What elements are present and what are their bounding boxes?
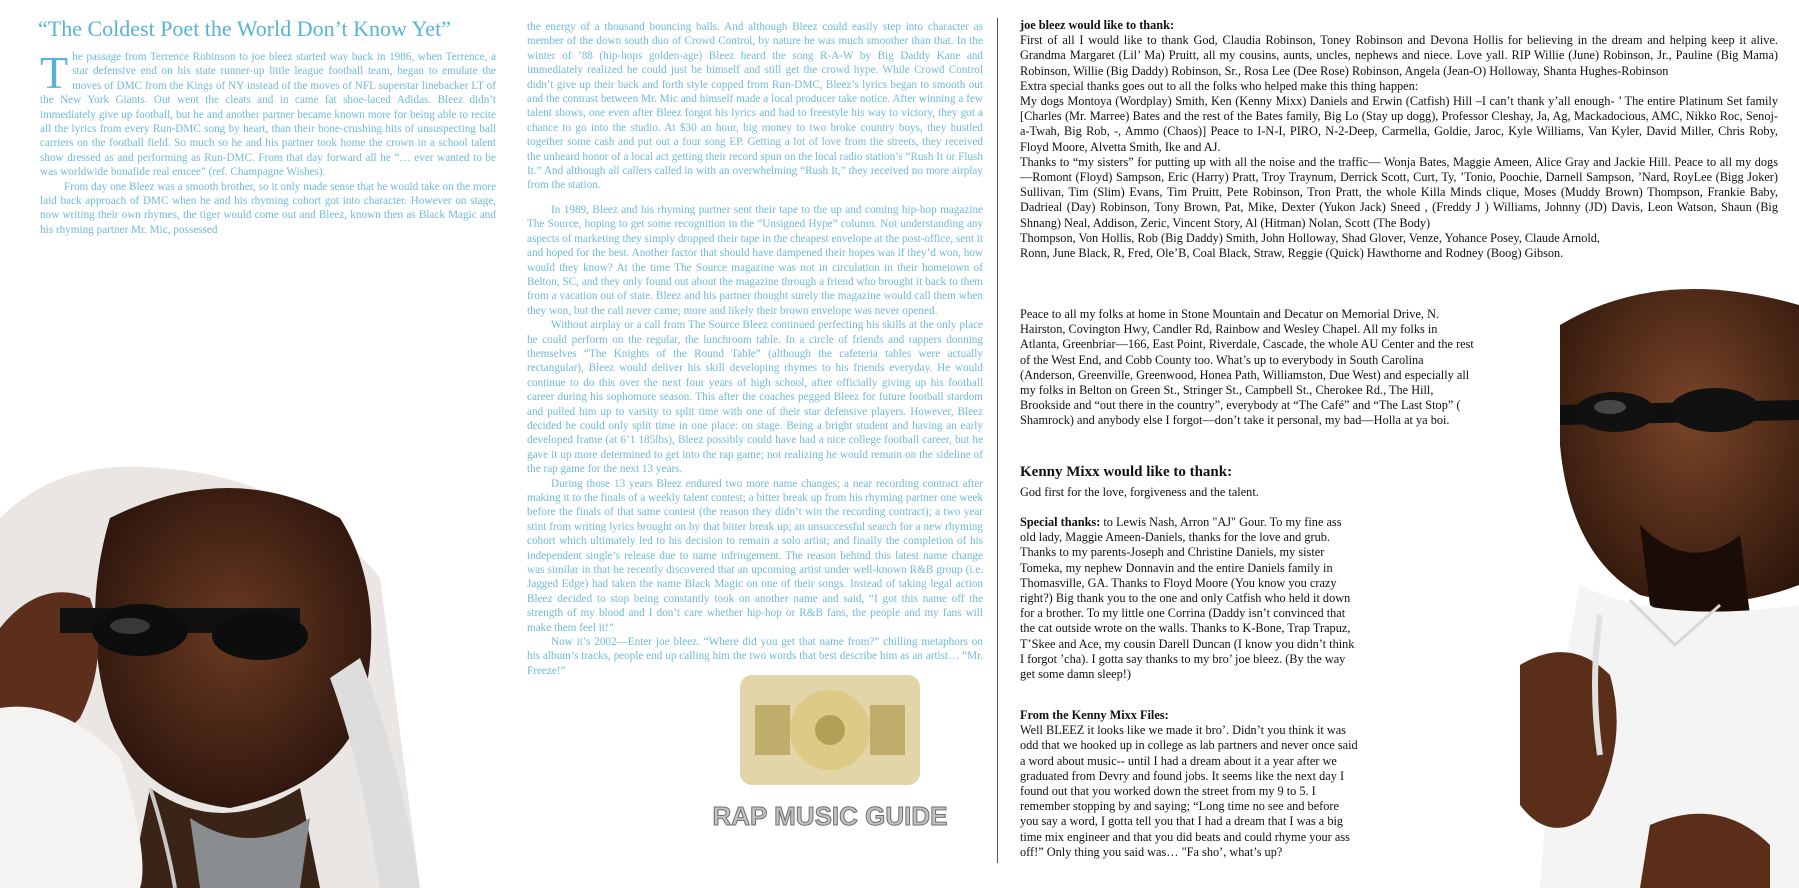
kenny-files-heading: From the Kenny Mixx Files:	[1020, 708, 1169, 722]
bio-paragraph: From day one Bleez was a smooth brother, so it only made sense that he would take on the more laid back approach of DMC when he and his rhyming cohort got into character. However on stage, now writing their own rhymes, the tiger would come out and Bleez, known then as Black Magic and his rhyming partner Mr. Mic, possessed	[40, 180, 496, 236]
bio-paragraph: In 1989, Bleez and his rhyming partner sent their tape to the up and coming hip-hop magazine The Source, hoping to get some recognition in the “Unsigned Hype” column. Not understanding any aspects of marketing they simply dropped their tape in the cheapest envelope at the post-office, sent it and hoped for the best. Another factor that should have dampened their hopes was if they’d won, how would they know? At the time The Source magazine was not in circulation in their hometown of Belton, SC, and they only found out about the magazine through a friend who brought it back to them from a vacation out of state. Bleez and his partner thought surely the magazine would call them when they won, but the call never came; more and likely their brown envelope was never opened.	[527, 203, 983, 317]
thanks-paragraph: Peace to all my folks at home in Stone Mountain and Decatur on Memorial Drive, N. Hairston, Covington Hwy, Candler Rd, Rainbow and Wesley Chapel. All my folks in Atlanta, Greenbriar—166, East Point, Riverdale, Cascade, the whole AU Center and the rest of the West End, and Cobb County too. What’s up to everybody in South Carolina (Anderson, Greenville, Greenwood, Honea Path, Williamston, Due West) and especially all my folks in Belton on Green St., Stringer St., Campbell St., Cherokee Rd., The Hill, Brookside and “out there in the country”, everybody at “The Café” and “The Last Stop” ( Shamrock) and anybody else I forgot—don’t take it personal, my bad—Holla at ya boi.	[1020, 307, 1474, 428]
thanks-paragraph: Well BLEEZ it looks like we made it bro’. Didn’t you think it was odd that we hooked up in college as lab partners and never once said a word about music-- until I had a dream about it a year after we graduated from Devry and found jobs. It seems like the next day I found out that you worked down the street from my 9 to 5. I remember stopping by and saying; “Long time no see and before you say a word, I gotta tell you that I had a dream that I was a big time mix engineer and that you did beats and could rhyme your ass off!” Only thing you said was… "Fa sho’, what’s up?	[1020, 723, 1358, 859]
thanks-paragraph: Thompson, Von Hollis, Rob (Big Daddy) Smith, John Holloway, Shad Glover, Venze, Yohance Posey, Claude Arnold, Ronn, June Black, R, Fred, Ole’B, Coal Black, Straw, Reggie (Quick) Hawthorne and Rodney (Boog) Gibson.	[1020, 230, 1600, 261]
fold-divider	[997, 18, 998, 863]
watermark-text: RAP MUSIC GUIDE	[712, 801, 948, 831]
artist-photo-right	[1500, 285, 1799, 888]
thanks-paragraph: God first for the love, forgiveness and the talent.	[1020, 485, 1259, 499]
thanks-paragraph: My dogs Montoya (Wordplay) Smith, Ken (Kenny Mixx) Daniels and Erwin (Catfish) Hill –I can’t thank y’all enough- ’ The entire Platinum Set family [Charles (Mr. Marree) Bates and the rest of the Bates family, Big Lo (Stay up dogg), Professor Cleshay, Ja, Ag, Mackadocious, AMC, Nikko Roc, Senoj-a-Twah, Big Rob, -, Ammo (Chaos)] Peace to I-N-I, PIRO, N-2-Deep, Carmella, Goldie, Jaroc, Kyle Williams, Van Kyler, David Miller, Chris Roby, Floyd Moore, Alvetta Smith, Ike and AJ.	[1020, 94, 1778, 154]
special-thanks-label: Special thanks:	[1020, 515, 1101, 529]
bio-paragraph: the energy of a thousand bouncing balls. And although Bleez could easily step into character as member of the down south duo of Crowd Control, by nature he was much smoother than that. In the winter of ’88 (hip-hops golden-age) Bleez heard the song R-A-W by Big Daddy Kane and immediately realized he could just be himself and still get the crowd hype. While Crowd Control didn’t give up their back and forth style copped from Run-DMC, Bleez’s lyrics began to smooth out and the contrast between Mr. Mic and himself made a local producer take notice. After winning a few talent shows, one even after Bleez forgot his lyrics and had to freestyle his way to victory, they got a chance to go into the studio. At $30 an hour, big money to two broke country boys, they hustled together some cash and put out a four song EP. Getting a lot of love from the streets, they received the unheard honor of a local act getting their record spun on the local radio station’s “Rush It or Flush It.” And although all callers called in with an overwhelming “Rush It,” they received no more airplay from the station.	[527, 21, 983, 192]
special-thanks-text: to Lewis Nash, Arron "AJ" Gour. To my fine ass old lady, Maggie Ameen-Daniels, thanks for the love and grub. Thanks to my parents-Joseph and Christine Daniels, my sister Tomeka, my nephew Donnavin and the entire Daniels family in Thomasville, GA. Thanks to Floyd Moore (You know you crazy right?) Big thank you to the one and only Catfish who held it down for a brother. To my little one Corrina (Daddy isn’t convinced that the cat outside wrote on the walls. Thanks to K-Bone, Trap Trapuz, T’Skee and Ace, my cousin Darell Duncan (I know you didn’t think I forgot ’cha). I gotta say thanks to my bro’ joe bleez. (By the way get some damn sleep!)	[1020, 515, 1355, 682]
page-title: “The Coldest Poet the World Don’t Know Yet”	[38, 16, 451, 41]
bio-paragraph: During those 13 years Bleez endured two more name changes; a near recording contract after making it to the finals of a weekly talent contest; a bitter break up from his rhyming partner one week before the finals of that same contest (the reason they didn’t win the recording contract); a two year stint from writing lyrics brought on by that bitter break up; an unsuccessful search for a new rhyming cohort which ultimately led to his decision to remain a solo artist; and finally the completion of his independent single’s release due to name infringement. The reason behind this latest name change was similar in that he recently discovered that an upcoming artist under well-known R&B group (i.e. Jagged Edge) had taken the name Black Magic on one of their songs. Instead of taking legal action Bleez decided to stop being constantly took on another name and said, “I got this name off the strength of my blood and I don’t care whether hip-hop or R&B fans, the people and my fans will make them feel it!”	[527, 477, 983, 634]
thanks-block-kenny-intro	[1020, 485, 1476, 500]
bio-column-2	[527, 20, 983, 678]
bio-paragraph-text: he passage from Terrence Robinson to joe bleez started way back in 1986, when Terrence, a star defensive end on his state runner-up little league football team, began to emulate the moves of DMC from the Kings of NY instead of the moves of NFL superstar linebacker LT of the New York Giants. Out went the cleats and in came fat shoe-laced Adidas. Bleez didn’t immediately give up football, but he and another partner became known more for being able to recite all the lyrics from every Run-DMC song by heart, than their bone-crushing hits of unsuspecting ball carriers on the football field. So much so he and his partner took home the crown in a school talent show dressed as and performing as Run-DMC. From that day forward all he “… ever wanted to be was worldwide bonafide real emcee” (ref. Champagne Wishes).	[40, 51, 496, 179]
thanks-paragraph: First of all I would like to thank God, Claudia Robinson, Toney Robinson and Devona Hollis for believing in the dream and helping keep it alive. Grandma Margaret (Lil’ Ma) Pruitt, all my cousins, aunts, uncles, nephews and niece. Love yall. RIP Willie (June) Robinson, Jr., Pauline (Big Mama) Robinson, Willie (Big Daddy) Robinson, Sr., Rosa Lee (Dee Rose) Robinson, Angela (Jean-O) Holloway, Shanta Hughes-Robinson	[1020, 33, 1778, 78]
thanks-heading-kenny-mixx: Kenny Mixx would like to thank:	[1020, 464, 1233, 480]
bio-paragraph: Now it’s 2002—Enter joe bleez. “Where did you get that name from?” chilling metaphors on his album’s tracks, people end up calling him the two words that best describe him as an artist… “Mr. Freeze!”	[527, 636, 983, 677]
thanks-paragraph: Thanks to “my sisters” for putting up with all the noise and the traffic— Wonja Bates, Maggie Ameen, Alice Gray and Jackie Hill. Peace to all my dogs—Romont (Floyd) Sampson, Eric (Harry) Pratt, Troy Traynum, Derrick Scott, Curt, Ty, ’Tonio, Poochie, Darnell Sampson, ’Nard, RoyLee (Bigg Joker) Sullivan, Tim (Slim) Evans, Tim Pruitt, Pete Robinson, Tron Pratt, the whole Killa Minds clique, Moses (Muddy Brown) Thompson, Frankie Baby, Dadrieal (Day) Robinson, Tony Brown, Pat, Mike, Dexter (Yukon Jack) Sneed , (Freddy J ) Williams, Johnny (JD) Davis, Leon Watson, Shaun (Big Shnang) Neal, Addison, Zeric, Vincent Story, Al (Hitman) Nolan, Scott (The Body)	[1020, 154, 1778, 230]
thanks-block-kenny-files	[1020, 708, 1360, 860]
bio-paragraph: Without airplay or a call from The Source Bleez continued perfecting his skills at the only place he could perform on the regular, the lunchroom table. In a circle of friends and rappers donning themselves “The Knights of the Round Table” (although the cafeteria tables were actually rectangular), Bleez would deliver his skill developing rhymes to his friends everyday. He would continue to do this over the next four years of high school, after officially giving up his football career during his sophomore season. This after the coaches pegged Bleez for future football stardom and pulled him up to varsity to split time with one of their star defensive players. However, Bleez decided he could only split time in one place: on stage. Being a bright student and having an early developed frame (at 6’1 185lbs), Bleez possibly could have had a nice college football career, but he gave it up more determined to get into the rap game; not realizing he would remain on the sideline of the rap game for the next 13 years.	[527, 319, 983, 476]
thanks-paragraph: Extra special thanks goes out to all the folks who helped make this thing happen:	[1020, 78, 1419, 93]
thanks-paragraph	[1020, 515, 1360, 682]
bio-column-1	[40, 47, 496, 237]
right-page	[1000, 0, 1799, 888]
thanks-block-hometown	[1020, 307, 1476, 429]
artist-photo-left	[0, 458, 470, 888]
thanks-block-joe-bleez	[1020, 18, 1778, 261]
watermark-logo	[700, 655, 960, 845]
thanks-block-special	[1020, 515, 1360, 682]
thanks-heading-joe-bleez: joe bleez would like to thank:	[1020, 18, 1175, 32]
bio-paragraph	[40, 47, 496, 180]
drop-cap: T	[40, 47, 69, 98]
